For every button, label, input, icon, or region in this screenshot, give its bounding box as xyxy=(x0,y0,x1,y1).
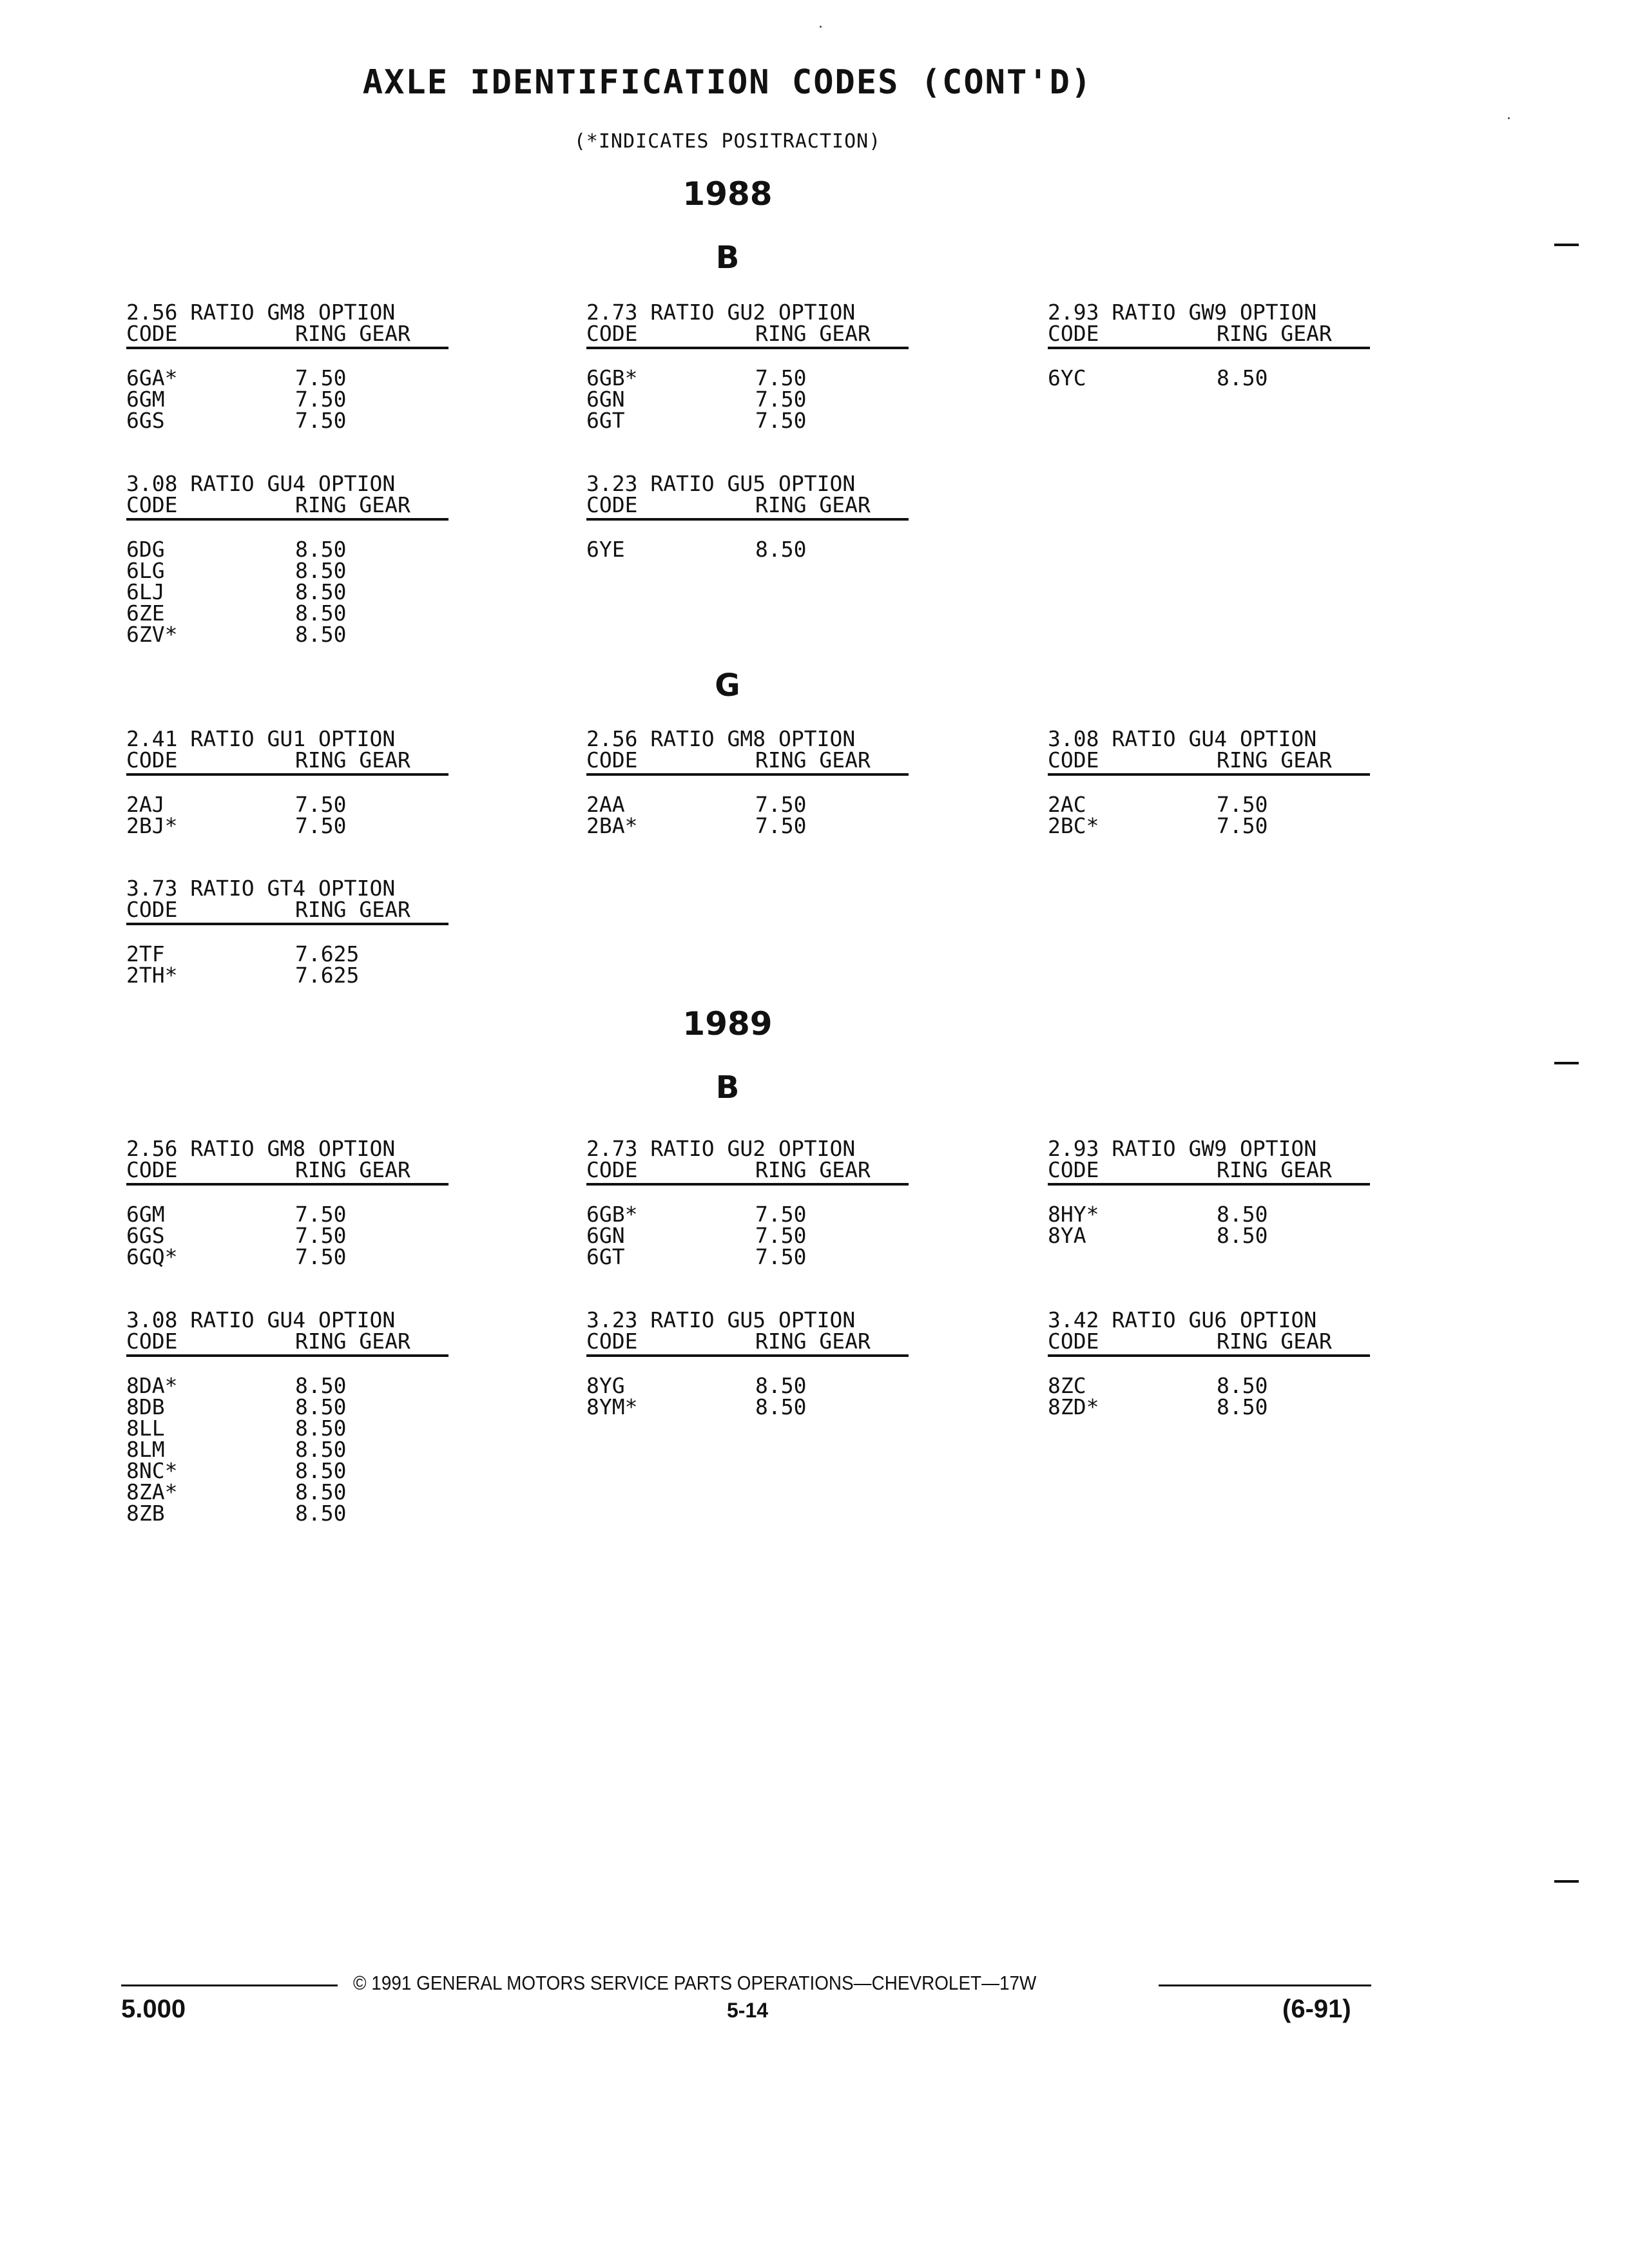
ring-gear-cell: 8.50 xyxy=(295,537,347,562)
column-header-ring-gear: RING GEAR xyxy=(1217,1329,1332,1354)
ring-gear-cell: 7.50 xyxy=(295,813,347,838)
table-column-header xyxy=(126,749,448,776)
code-cell: 8ZB xyxy=(126,1501,165,1526)
code-cell: 8DB xyxy=(126,1394,165,1419)
table-column-header xyxy=(586,749,909,776)
table-column-header xyxy=(586,1159,909,1186)
column-header-code: CODE xyxy=(586,1157,638,1182)
table-body xyxy=(1048,794,1370,836)
ring-gear-cell: 7.50 xyxy=(755,1244,807,1269)
table-body xyxy=(1048,1204,1370,1246)
table-row xyxy=(586,815,909,836)
table-column-header xyxy=(126,494,448,521)
ring-gear-cell: 8.50 xyxy=(1217,1394,1268,1419)
ring-gear-cell: 8.50 xyxy=(295,601,347,626)
ratio-table xyxy=(126,302,448,431)
code-cell: 6GN xyxy=(586,387,625,412)
ring-gear-cell: 8.50 xyxy=(1217,1202,1268,1227)
table-column-header xyxy=(126,323,448,349)
code-cell: 6GS xyxy=(126,1223,165,1248)
table-body xyxy=(126,943,448,986)
table-row xyxy=(126,624,448,645)
code-cell: 8YM* xyxy=(586,1394,638,1419)
ring-gear-cell: 8.50 xyxy=(1217,1223,1268,1248)
column-header-ring-gear: RING GEAR xyxy=(295,897,410,922)
column-header-ring-gear: RING GEAR xyxy=(295,747,410,773)
table-body xyxy=(126,1375,448,1524)
table-body xyxy=(586,1375,909,1418)
table-column-header xyxy=(586,494,909,521)
table-row xyxy=(126,1439,448,1460)
column-header-code: CODE xyxy=(586,492,638,517)
margin-mark xyxy=(1554,1062,1579,1064)
margin-mark xyxy=(1554,244,1579,246)
ring-gear-cell: 8.50 xyxy=(295,1501,347,1526)
ratio-table xyxy=(126,728,448,836)
code-cell: 2AJ xyxy=(126,792,165,817)
code-cell: 6GT xyxy=(586,1244,625,1269)
footer-rule-left xyxy=(121,1984,338,1986)
table-row xyxy=(126,410,448,431)
table-title: 3.73 RATIO GT4 OPTION xyxy=(126,876,396,901)
ratio-table xyxy=(126,473,448,645)
code-cell: 6GB* xyxy=(586,1202,638,1227)
ring-gear-cell: 8.50 xyxy=(295,1458,347,1483)
table-column-header xyxy=(1048,323,1370,349)
table-row xyxy=(126,389,448,410)
ring-gear-cell: 7.625 xyxy=(295,941,360,966)
code-cell: 8LM xyxy=(126,1437,165,1462)
table-row xyxy=(126,539,448,560)
table-row xyxy=(126,560,448,581)
table-row xyxy=(126,1503,448,1524)
column-header-ring-gear: RING GEAR xyxy=(295,1329,410,1354)
ring-gear-cell: 8.50 xyxy=(295,1479,347,1504)
table-title: 3.08 RATIO GU4 OPTION xyxy=(126,471,396,496)
table-row xyxy=(586,1204,909,1225)
table-column-header xyxy=(1048,1331,1370,1357)
ring-gear-cell: 8.50 xyxy=(755,537,807,562)
table-row xyxy=(586,410,909,431)
ratio-table xyxy=(1048,1138,1370,1246)
ring-gear-cell: 7.50 xyxy=(755,1223,807,1248)
code-cell: 8ZD* xyxy=(1048,1394,1099,1419)
column-header-code: CODE xyxy=(126,492,178,517)
scan-speck xyxy=(1508,117,1510,119)
table-title: 2.73 RATIO GU2 OPTION xyxy=(586,1136,856,1161)
code-cell: 6GM xyxy=(126,1202,165,1227)
table-title: 3.08 RATIO GU4 OPTION xyxy=(126,1307,396,1332)
footer-page-number: 5-14 xyxy=(727,1999,769,2022)
year-heading-1988: 1988 xyxy=(682,175,773,213)
code-cell: 8LL xyxy=(126,1416,165,1441)
table-row xyxy=(586,1225,909,1246)
ring-gear-cell: 7.50 xyxy=(1217,813,1268,838)
table-row xyxy=(586,1396,909,1418)
code-cell: 8ZC xyxy=(1048,1373,1086,1398)
ring-gear-cell: 8.50 xyxy=(755,1394,807,1419)
table-title: 3.08 RATIO GU4 OPTION xyxy=(1048,726,1317,751)
column-header-ring-gear: RING GEAR xyxy=(755,321,871,346)
column-header-ring-gear: RING GEAR xyxy=(755,492,871,517)
table-row xyxy=(1048,1396,1370,1418)
code-cell: 8NC* xyxy=(126,1458,178,1483)
table-row xyxy=(586,389,909,410)
year-heading-1989: 1989 xyxy=(682,1005,773,1043)
footer-section-number: 5.000 xyxy=(121,1995,186,2023)
table-row xyxy=(126,1481,448,1503)
code-cell: 6LG xyxy=(126,558,165,583)
code-cell: 6GN xyxy=(586,1223,625,1248)
table-column-header xyxy=(586,1331,909,1357)
table-title: 2.73 RATIO GU2 OPTION xyxy=(586,300,856,325)
table-title: 2.93 RATIO GW9 OPTION xyxy=(1048,300,1317,325)
ring-gear-cell: 7.50 xyxy=(295,365,347,390)
code-cell: 2AA xyxy=(586,792,625,817)
code-cell: 6GB* xyxy=(586,365,638,390)
ratio-table xyxy=(586,1309,909,1418)
column-header-ring-gear: RING GEAR xyxy=(295,1157,410,1182)
ring-gear-cell: 7.50 xyxy=(295,1223,347,1248)
column-header-code: CODE xyxy=(126,747,178,773)
table-column-header xyxy=(1048,1159,1370,1186)
ring-gear-cell: 7.50 xyxy=(295,408,347,433)
table-column-header xyxy=(586,323,909,349)
column-header-ring-gear: RING GEAR xyxy=(295,492,410,517)
column-header-code: CODE xyxy=(586,747,638,773)
ring-gear-cell: 8.50 xyxy=(295,1437,347,1462)
table-row xyxy=(126,367,448,389)
table-body xyxy=(126,367,448,431)
column-header-code: CODE xyxy=(126,1329,178,1354)
table-row xyxy=(126,1225,448,1246)
ratio-table xyxy=(586,302,909,431)
code-cell: 2BJ* xyxy=(126,813,178,838)
group-heading-1989-b: B xyxy=(715,1070,740,1106)
column-header-ring-gear: RING GEAR xyxy=(755,1329,871,1354)
table-body xyxy=(586,1204,909,1267)
code-cell: 6GQ* xyxy=(126,1244,178,1269)
code-cell: 2BA* xyxy=(586,813,638,838)
ring-gear-cell: 7.50 xyxy=(295,1244,347,1269)
table-row xyxy=(126,1396,448,1418)
code-cell: 8DA* xyxy=(126,1373,178,1398)
ring-gear-cell: 7.50 xyxy=(755,408,807,433)
code-cell: 2BC* xyxy=(1048,813,1099,838)
column-header-code: CODE xyxy=(586,1329,638,1354)
table-column-header xyxy=(1048,749,1370,776)
ring-gear-cell: 7.625 xyxy=(295,963,360,988)
column-header-code: CODE xyxy=(1048,1157,1099,1182)
code-cell: 6ZE xyxy=(126,601,165,626)
table-body xyxy=(1048,367,1370,389)
margin-mark xyxy=(1554,1880,1579,1883)
table-body xyxy=(586,367,909,431)
table-title: 2.56 RATIO GM8 OPTION xyxy=(126,1136,396,1161)
ring-gear-cell: 7.50 xyxy=(755,365,807,390)
page-subtitle: (*INDICATES POSITRACTION) xyxy=(574,130,882,153)
column-header-code: CODE xyxy=(126,897,178,922)
code-cell: 6YE xyxy=(586,537,625,562)
ring-gear-cell: 7.50 xyxy=(1217,792,1268,817)
table-row xyxy=(586,1375,909,1396)
column-header-code: CODE xyxy=(1048,321,1099,346)
column-header-ring-gear: RING GEAR xyxy=(1217,321,1332,346)
ratio-table xyxy=(1048,1309,1370,1418)
table-title: 3.23 RATIO GU5 OPTION xyxy=(586,1307,856,1332)
table-row xyxy=(126,943,448,965)
column-header-code: CODE xyxy=(126,321,178,346)
code-cell: 6GT xyxy=(586,408,625,433)
ring-gear-cell: 8.50 xyxy=(295,579,347,604)
column-header-code: CODE xyxy=(586,321,638,346)
ratio-table xyxy=(1048,302,1370,389)
ratio-table xyxy=(126,1309,448,1524)
column-header-code: CODE xyxy=(126,1157,178,1182)
group-heading-1988-g: G xyxy=(715,668,740,704)
table-row xyxy=(1048,1375,1370,1396)
code-cell: 6YC xyxy=(1048,365,1086,390)
table-body xyxy=(126,1204,448,1267)
table-row xyxy=(126,1204,448,1225)
table-body xyxy=(586,794,909,836)
scan-speck xyxy=(820,26,822,28)
table-row xyxy=(126,965,448,986)
code-cell: 6GS xyxy=(126,408,165,433)
column-header-ring-gear: RING GEAR xyxy=(1217,747,1332,773)
ring-gear-cell: 7.50 xyxy=(755,387,807,412)
column-header-ring-gear: RING GEAR xyxy=(755,1157,871,1182)
page-title: AXLE IDENTIFICATION CODES (CONT'D) xyxy=(362,63,1093,102)
table-column-header xyxy=(126,1159,448,1186)
code-cell: 6DG xyxy=(126,537,165,562)
table-body xyxy=(126,794,448,836)
ring-gear-cell: 8.50 xyxy=(295,558,347,583)
footer-rule-right xyxy=(1159,1984,1371,1986)
table-row xyxy=(126,1460,448,1481)
ring-gear-cell: 7.50 xyxy=(295,387,347,412)
table-title: 2.56 RATIO GM8 OPTION xyxy=(586,726,856,751)
table-row xyxy=(126,1418,448,1439)
ratio-table xyxy=(1048,728,1370,836)
table-column-header xyxy=(126,899,448,925)
table-row xyxy=(1048,1204,1370,1225)
table-column-header xyxy=(126,1331,448,1357)
code-cell: 6LJ xyxy=(126,579,165,604)
table-row xyxy=(586,539,909,560)
code-cell: 8YA xyxy=(1048,1223,1086,1248)
ratio-table xyxy=(586,473,909,560)
ring-gear-cell: 8.50 xyxy=(295,1416,347,1441)
table-row xyxy=(1048,1225,1370,1246)
table-body xyxy=(1048,1375,1370,1418)
footer-revision-date: (6-91) xyxy=(1282,1995,1351,2023)
table-row xyxy=(1048,794,1370,815)
ring-gear-cell: 7.50 xyxy=(755,792,807,817)
ring-gear-cell: 8.50 xyxy=(755,1373,807,1398)
table-row xyxy=(126,815,448,836)
table-title: 2.93 RATIO GW9 OPTION xyxy=(1048,1136,1317,1161)
table-row xyxy=(1048,367,1370,389)
code-cell: 6GA* xyxy=(126,365,178,390)
table-title: 2.41 RATIO GU1 OPTION xyxy=(126,726,396,751)
table-row xyxy=(126,581,448,602)
code-cell: 8ZA* xyxy=(126,1479,178,1504)
table-title: 3.42 RATIO GU6 OPTION xyxy=(1048,1307,1317,1332)
table-body xyxy=(586,539,909,560)
ring-gear-cell: 8.50 xyxy=(1217,1373,1268,1398)
column-header-code: CODE xyxy=(1048,1329,1099,1354)
table-row xyxy=(586,794,909,815)
column-header-code: CODE xyxy=(1048,747,1099,773)
table-row xyxy=(126,1375,448,1396)
ring-gear-cell: 8.50 xyxy=(295,1373,347,1398)
code-cell: 2TH* xyxy=(126,963,178,988)
column-header-ring-gear: RING GEAR xyxy=(755,747,871,773)
ring-gear-cell: 8.50 xyxy=(295,1394,347,1419)
table-row xyxy=(1048,815,1370,836)
table-row xyxy=(126,794,448,815)
ratio-table xyxy=(586,728,909,836)
table-title: 2.56 RATIO GM8 OPTION xyxy=(126,300,396,325)
column-header-ring-gear: RING GEAR xyxy=(295,321,410,346)
column-header-ring-gear: RING GEAR xyxy=(1217,1157,1332,1182)
ratio-table xyxy=(586,1138,909,1267)
table-row xyxy=(126,602,448,624)
code-cell: 8HY* xyxy=(1048,1202,1099,1227)
code-cell: 2AC xyxy=(1048,792,1086,817)
footer-copyright: © 1991 GENERAL MOTORS SERVICE PARTS OPERATIONS—CHEVROLET—17W xyxy=(353,1972,1037,1994)
code-cell: 6GM xyxy=(126,387,165,412)
ring-gear-cell: 7.50 xyxy=(295,1202,347,1227)
ring-gear-cell: 7.50 xyxy=(755,1202,807,1227)
code-cell: 8YG xyxy=(586,1373,625,1398)
code-cell: 2TF xyxy=(126,941,165,966)
ratio-table xyxy=(126,1138,448,1267)
ring-gear-cell: 8.50 xyxy=(295,622,347,647)
ring-gear-cell: 7.50 xyxy=(295,792,347,817)
table-body xyxy=(126,539,448,645)
group-heading-1988-b: B xyxy=(715,240,740,276)
table-row xyxy=(586,1246,909,1267)
code-cell: 6ZV* xyxy=(126,622,178,647)
table-row xyxy=(126,1246,448,1267)
table-row xyxy=(586,367,909,389)
ring-gear-cell: 7.50 xyxy=(755,813,807,838)
ratio-table xyxy=(126,878,448,986)
ring-gear-cell: 8.50 xyxy=(1217,365,1268,390)
table-title: 3.23 RATIO GU5 OPTION xyxy=(586,471,856,496)
